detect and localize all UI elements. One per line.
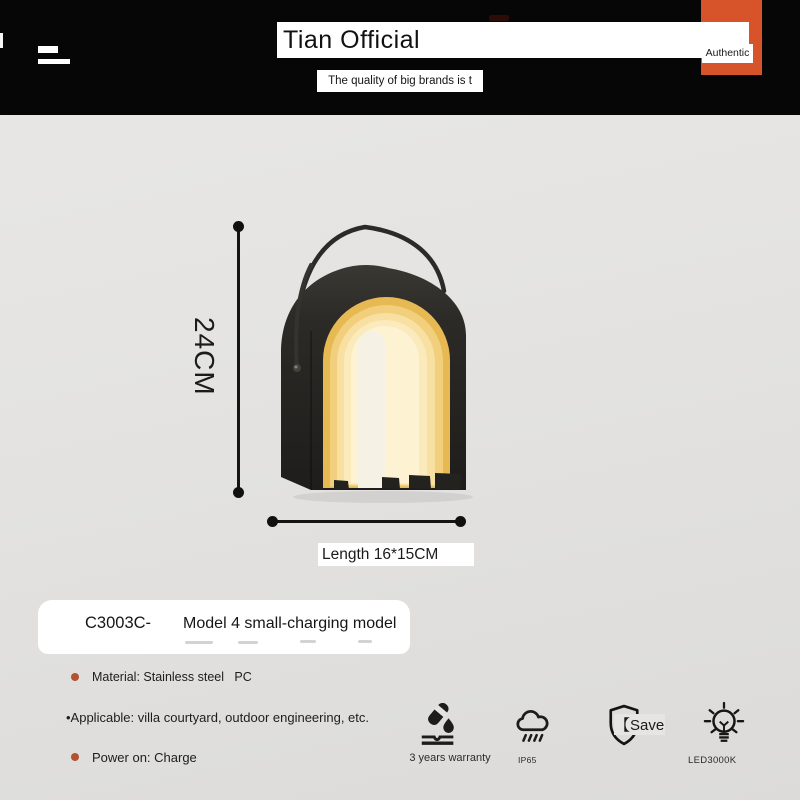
feature-ip-label: IP65: [518, 755, 537, 765]
height-dimension-line: [237, 226, 240, 493]
store-subtitle: The quality of big brands is t: [317, 70, 483, 92]
dimension-dot: [233, 221, 244, 232]
rain-cloud-icon: [513, 707, 553, 747]
feature-led: [675, 700, 765, 772]
dimension-dot: [455, 516, 466, 527]
bullet-dot: [71, 753, 79, 761]
store-title: Tian Official: [283, 26, 421, 54]
store-title-box: [277, 22, 749, 58]
spec-power-row: [0, 750, 420, 766]
length-dimension-line: [273, 520, 461, 523]
feature-ip-rating: [490, 700, 576, 772]
menu-bar-top: [38, 46, 58, 53]
header-artifact: [489, 15, 509, 21]
dimension-dot: [233, 487, 244, 498]
spec-material-row: [0, 670, 420, 686]
menu-bar-bottom: [38, 59, 70, 64]
save-overlay-text: 【Save: [614, 714, 665, 735]
feature-led-label: LED3000K: [688, 755, 737, 766]
model-name: Model 4 small-charging model: [183, 615, 397, 632]
lantern-product-image: [263, 213, 475, 505]
spec-material-text: Material: Stainless steel PC: [92, 670, 252, 684]
bulb-icon: [702, 701, 746, 749]
length-dimension-label: Length 16*15CM: [318, 543, 474, 566]
dimension-dot: [267, 516, 278, 527]
faded-text-artifact: [358, 640, 372, 643]
model-info-card: [38, 600, 410, 654]
faded-text-artifact: [185, 641, 213, 644]
faded-text-artifact: [238, 641, 258, 644]
left-edge-fragment: [0, 33, 3, 48]
faded-text-artifact: [300, 640, 316, 643]
waterproof-drop-icon: [417, 703, 461, 747]
header-banner: [0, 0, 800, 115]
feature-save: [590, 700, 670, 772]
feature-warranty-label: 3 years warranty: [409, 752, 491, 764]
spec-applicable-row: [0, 710, 420, 726]
authentic-label: Authentic: [702, 44, 753, 63]
bullet-dot: [71, 673, 79, 681]
spec-applicable-text: •Applicable: villa courtyard, outdoor engineering, etc.: [66, 710, 370, 725]
spec-power-text: Power on: Charge: [92, 750, 197, 765]
menu-icon: [38, 46, 72, 64]
feature-warranty: [403, 700, 497, 772]
model-code: C3003C-: [85, 614, 152, 632]
height-dimension-label: 24CM: [189, 317, 220, 396]
